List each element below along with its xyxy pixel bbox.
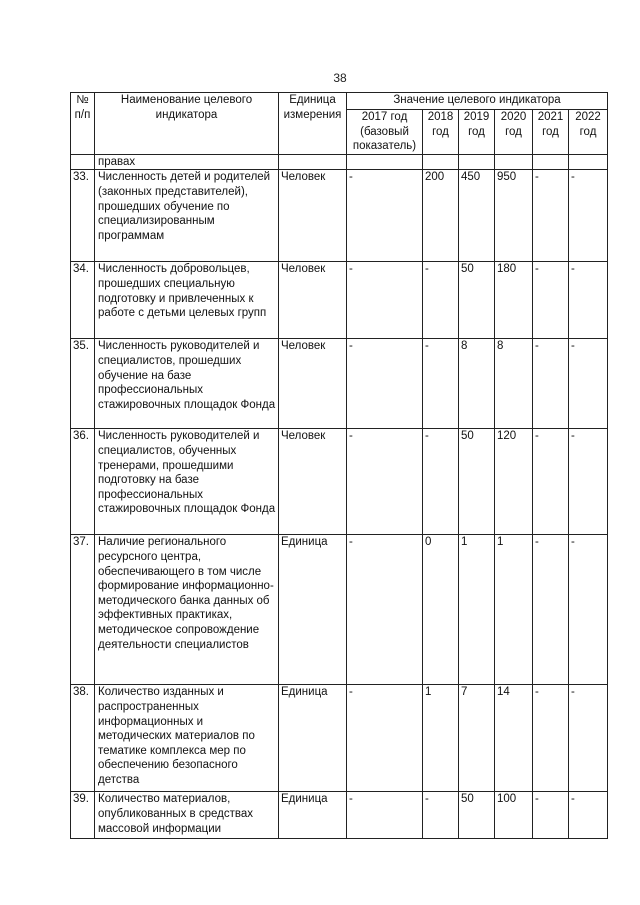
value-2019: 1 bbox=[459, 535, 495, 685]
value-2022: - bbox=[569, 429, 608, 535]
header-num: № п/п bbox=[71, 93, 95, 155]
table-row bbox=[71, 685, 608, 792]
unit-cell: Человек bbox=[279, 170, 347, 262]
unit-cell: Единица bbox=[279, 535, 347, 685]
unit-cell: Единица bbox=[279, 792, 347, 839]
table-row bbox=[71, 262, 608, 339]
header-year-2017: 2017 год (базовый показатель) bbox=[347, 110, 423, 155]
row-number: 39. bbox=[71, 792, 95, 839]
value-2022: - bbox=[569, 262, 608, 339]
value-2021: - bbox=[533, 170, 569, 262]
value-2019: 50 bbox=[459, 792, 495, 839]
value-2020: 1 bbox=[495, 535, 533, 685]
row-number: 38. bbox=[71, 685, 95, 792]
indicator-name: Численность руководителей и специалистов, прошедших обучение на базе профессиональных стажировочных площадок Фонда bbox=[95, 339, 279, 429]
value-2018: - bbox=[423, 792, 459, 839]
indicator-name: Численность детей и родителей (законных представителей), прошедших обучение по специализированным программам bbox=[95, 170, 279, 262]
unit-cell: Человек bbox=[279, 262, 347, 339]
unit-cell: Единица bbox=[279, 685, 347, 792]
value-2020: 180 bbox=[495, 262, 533, 339]
indicator-table bbox=[70, 92, 608, 839]
value-2020: 8 bbox=[495, 339, 533, 429]
value-2020: 100 bbox=[495, 792, 533, 839]
value-2022: - bbox=[569, 685, 608, 792]
value-2018: 0 bbox=[423, 535, 459, 685]
indicator-name: Количество материалов, опубликованных в средствах массовой информации bbox=[95, 792, 279, 839]
value-2018: - bbox=[423, 339, 459, 429]
value-2020: 950 bbox=[495, 170, 533, 262]
value-2017: - bbox=[347, 685, 423, 792]
page-number: 38 bbox=[333, 71, 347, 85]
value-2019: 8 bbox=[459, 339, 495, 429]
header-year-2022: 2022 год bbox=[569, 110, 608, 155]
indicator-name: Количество изданных и распространенных информационных и методических материалов по тематике комплекса мер по обеспечению безопасного детства bbox=[95, 685, 279, 792]
header-name: Наименование целевого индикатора bbox=[95, 93, 279, 155]
header-year-2020: 2020 год bbox=[495, 110, 533, 155]
header-unit: Единица измерения bbox=[279, 93, 347, 155]
value-2021: - bbox=[533, 535, 569, 685]
value-2018: - bbox=[423, 429, 459, 535]
value-2017: - bbox=[347, 792, 423, 839]
row-number: 33. bbox=[71, 170, 95, 262]
continuation-text: правах bbox=[95, 154, 279, 170]
value-2022: - bbox=[569, 535, 608, 685]
value-2019: 450 bbox=[459, 170, 495, 262]
unit-cell: Человек bbox=[279, 429, 347, 535]
value-2017: - bbox=[347, 535, 423, 685]
row-number: 37. bbox=[71, 535, 95, 685]
indicator-name: Численность руководителей и специалистов, обученных тренерами, прошедшими подготовку на базе профессиональных стажировочных площадок Фонда bbox=[95, 429, 279, 535]
value-2021: - bbox=[533, 685, 569, 792]
value-2020: 14 bbox=[495, 685, 533, 792]
table-row bbox=[71, 429, 608, 535]
table-row bbox=[71, 339, 608, 429]
header-year-2021: 2021 год bbox=[533, 110, 569, 155]
table-row bbox=[71, 792, 608, 839]
header-year-2019: 2019 год bbox=[459, 110, 495, 155]
row-number: 34. bbox=[71, 262, 95, 339]
value-2017: - bbox=[347, 429, 423, 535]
table-row bbox=[71, 535, 608, 685]
row-number: 35. bbox=[71, 339, 95, 429]
value-2021: - bbox=[533, 792, 569, 839]
value-2019: 50 bbox=[459, 429, 495, 535]
value-2021: - bbox=[533, 262, 569, 339]
value-2022: - bbox=[569, 170, 608, 262]
unit-cell: Человек bbox=[279, 339, 347, 429]
table-row bbox=[71, 170, 608, 262]
indicator-name: Наличие регионального ресурсного центра, обеспечивающего в том числе формирование информационно-методического банка данных об эффективных практиках, методическое сопровождение деятельности специалистов bbox=[95, 535, 279, 685]
value-2017: - bbox=[347, 339, 423, 429]
value-2018: 1 bbox=[423, 685, 459, 792]
value-2019: 7 bbox=[459, 685, 495, 792]
continuation-row bbox=[71, 154, 608, 170]
value-2020: 120 bbox=[495, 429, 533, 535]
value-2018: 200 bbox=[423, 170, 459, 262]
indicator-name: Численность добровольцев, прошедших специальную подготовку и привлеченных к работе с детьми целевых групп bbox=[95, 262, 279, 339]
value-2021: - bbox=[533, 339, 569, 429]
value-2017: - bbox=[347, 262, 423, 339]
value-2021: - bbox=[533, 429, 569, 535]
value-2018: - bbox=[423, 262, 459, 339]
header-year-2018: 2018 год bbox=[423, 110, 459, 155]
row-number: 36. bbox=[71, 429, 95, 535]
value-2022: - bbox=[569, 339, 608, 429]
value-2022: - bbox=[569, 792, 608, 839]
value-2019: 50 bbox=[459, 262, 495, 339]
value-2017: - bbox=[347, 170, 423, 262]
header-values-group: Значение целевого индикатора bbox=[347, 93, 608, 110]
